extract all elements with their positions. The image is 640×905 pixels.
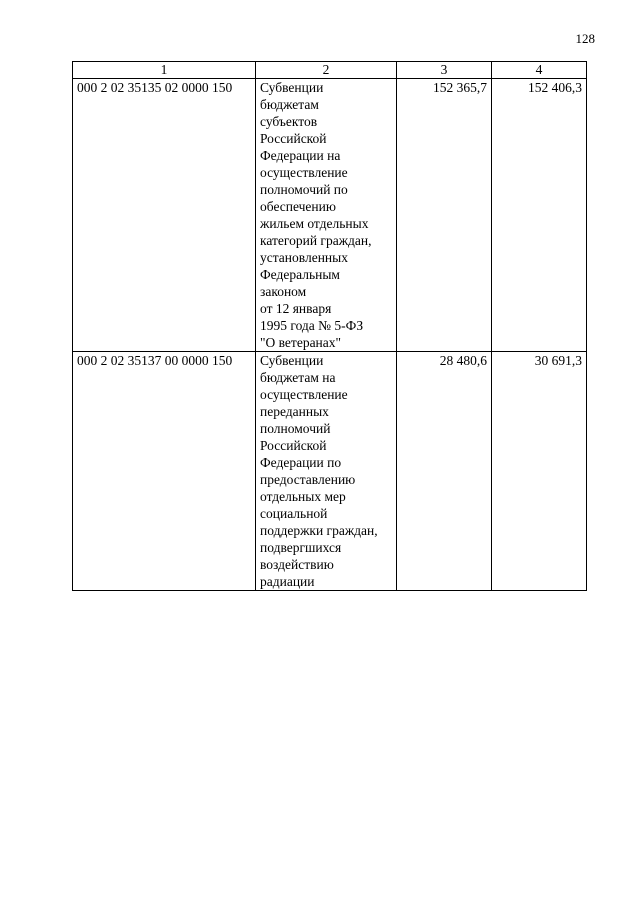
row-value-col4: 152 406,3 [492, 79, 587, 352]
column-header-3: 3 [397, 62, 492, 79]
row-name-line: 1995 года № 5-ФЗ [260, 318, 364, 333]
row-code-cell: 000 2 02 35135 02 0000 150 [73, 79, 256, 352]
row-name-line: "О ветеранах" [260, 335, 342, 350]
row-name-line: обеспечению [260, 199, 336, 214]
row-name-line: от 12 января [260, 301, 332, 316]
column-header-1: 1 [73, 62, 256, 79]
row-name-line: законом [260, 284, 307, 299]
row-name-line: предоставлению [260, 472, 356, 487]
row-name-line: полномочий [260, 421, 331, 436]
row-name-line: бюджетам на [260, 370, 336, 385]
row-name-line: бюджетам [260, 97, 319, 112]
table-header-row [73, 62, 587, 79]
row-name-cell [256, 79, 397, 352]
row-name-line: переданных [260, 404, 329, 419]
table-body [73, 79, 587, 591]
row-name-line: категорий граждан, [260, 233, 372, 248]
row-name-line: Субвенции [260, 353, 324, 368]
row-name-line: Российской [260, 438, 327, 453]
row-name-line: осуществление [260, 387, 348, 402]
row-name-line: Федерации по [260, 455, 342, 470]
column-header-2: 2 [256, 62, 397, 79]
row-name-line: установленных [260, 250, 348, 265]
row-name-line: отдельных мер [260, 489, 346, 504]
row-name-line: социальной [260, 506, 328, 521]
table-row [73, 352, 587, 591]
budget-table [72, 61, 587, 591]
row-name-line: субъектов [260, 114, 318, 129]
row-name-line: осуществление [260, 165, 348, 180]
row-value-col3: 28 480,6 [397, 352, 492, 591]
row-name-line: Российской [260, 131, 327, 146]
row-name-line: полномочий по [260, 182, 348, 197]
row-code-cell: 000 2 02 35137 00 0000 150 [73, 352, 256, 591]
row-name-line: воздействию [260, 557, 334, 572]
row-name-line: Федеральным [260, 267, 340, 282]
row-value-col3: 152 365,7 [397, 79, 492, 352]
row-name-cell [256, 352, 397, 591]
row-name-line: радиации [260, 574, 315, 589]
page-number: 128 [575, 31, 595, 46]
row-name-line: Субвенции [260, 80, 324, 95]
row-name-line: Федерации на [260, 148, 341, 163]
table-row [73, 79, 587, 352]
row-name-line: подвергшихся [260, 540, 342, 555]
row-value-col4: 30 691,3 [492, 352, 587, 591]
column-header-4: 4 [492, 62, 587, 79]
row-name-line: жильем отдельных [260, 216, 369, 231]
row-name-line: поддержки граждан, [260, 523, 378, 538]
